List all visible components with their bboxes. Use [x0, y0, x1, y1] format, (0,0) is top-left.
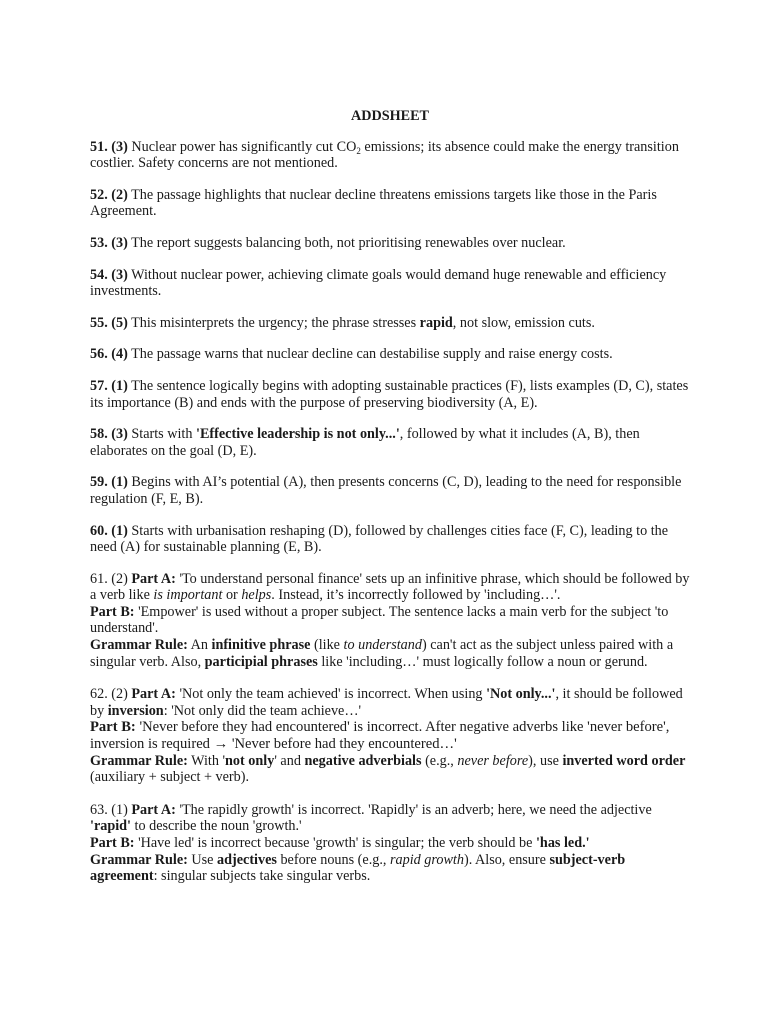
- answer-59: 59. (1) Begins with AI’s potential (A), then presents concerns (C, D), leading to the need for responsible regulation (F, E, B).: [90, 474, 682, 507]
- answer-number: 57. (1): [90, 377, 128, 394]
- answer-54: 54. (3) Without nuclear power, achieving climate goals would demand huge renewable and efficiency investments.: [90, 266, 667, 300]
- answer-56: 56. (4) The passage warns that nuclear decline can destabilise supply and raise energy costs.: [90, 346, 613, 363]
- part-a: 63. (1) Part A: 'The rapidly growth' is incorrect. 'Rapidly' is an adverb; here, we need the adjective 'rapid' to describe the noun 'growth.': [90, 801, 652, 835]
- answer-60: 60. (1) Starts with urbanisation reshaping (D), followed by challenges cities face (F, C), leading to the need (A) for sustainable planning (E, B).: [90, 522, 669, 556]
- answer-53: 53. (3) The report suggests balancing both, not prioritising renewables over nuclear.: [90, 234, 566, 251]
- grammar-rule: Grammar Rule: Use adjectives before nouns (e.g., rapid growth). Also, ensure subject-verb agreement: singular subjects take singular verbs.: [90, 851, 626, 885]
- answer-number: 60. (1): [90, 522, 128, 539]
- answer-number: 52. (2): [90, 186, 128, 203]
- answer-57: 57. (1) The sentence logically begins with adopting sustainable practices (F), lists examples (D, C), states its importance (B) and ends with the purpose of preserving biodiversity (A, E).: [90, 377, 689, 411]
- part-b: Part B: 'Have led' is incorrect because 'growth' is singular; the verb should be 'has led.': [90, 835, 590, 851]
- grammar-rule: Grammar Rule: With 'not only' and negative adverbials (e.g., never before), use inverted word order (auxiliary + subject + verb).: [90, 752, 686, 786]
- answer-55: 55. (5) This misinterprets the urgency; the phrase stresses rapid, not slow, emission cuts.: [90, 314, 595, 331]
- part-a: 62. (2) Part A: 'Not only the team achieved' is incorrect. When using 'Not only...', it should be followed by inversion: 'Not only did the team achieve…': [90, 686, 683, 719]
- part-a: 61. (2) Part A: 'To understand personal finance' sets up an infinitive phrase, which should be followed by a verb like is important or helps. Instead, it’s incorrectly followed by 'including…'.: [90, 570, 690, 604]
- answer-number: 54. (3): [90, 266, 128, 283]
- answer-52: 52. (2) The passage highlights that nuclear decline threatens emissions targets like those in the Paris Agreement.: [90, 186, 657, 220]
- answer-number: 53. (3): [90, 234, 128, 251]
- answer-number: 59. (1): [90, 474, 128, 491]
- part-b: Part B: 'Never before they had encountered' is incorrect. After negative adverbs like 'never before', inversion is required → 'Never before had they encountered…': [90, 719, 670, 753]
- grammar-rule: Grammar Rule: An infinitive phrase (like to understand) can't act as the subject unless paired with a singular verb. Also, participial phrases like 'including…' must logically follow a noun or gerund.: [90, 637, 674, 670]
- answer-62: [90, 686, 690, 786]
- answer-61: [90, 571, 690, 671]
- addsheet-page: [90, 108, 690, 901]
- answer-63: [90, 802, 690, 885]
- answer-number: 55. (5): [90, 314, 128, 331]
- answer-number: 56. (4): [90, 346, 128, 363]
- answer-51: 51. (3) Nuclear power has significantly cut $CO_2$ emissions; its absence could make the energy transition costlier. Safety concerns are not mentioned.: [90, 138, 679, 172]
- answer-58: 58. (3) Starts with 'Effective leadership is not only...', followed by what it includes (A, B), then elaborates on the goal (D, E).: [90, 426, 640, 459]
- page-title: ADDSHEET: [350, 108, 430, 124]
- part-b: Part B: 'Empower' is used without a proper subject. The sentence lacks a main verb for the subject 'to understand'.: [90, 603, 669, 637]
- answer-number: 58. (3): [90, 426, 128, 443]
- answer-number: 51. (3): [90, 138, 128, 155]
